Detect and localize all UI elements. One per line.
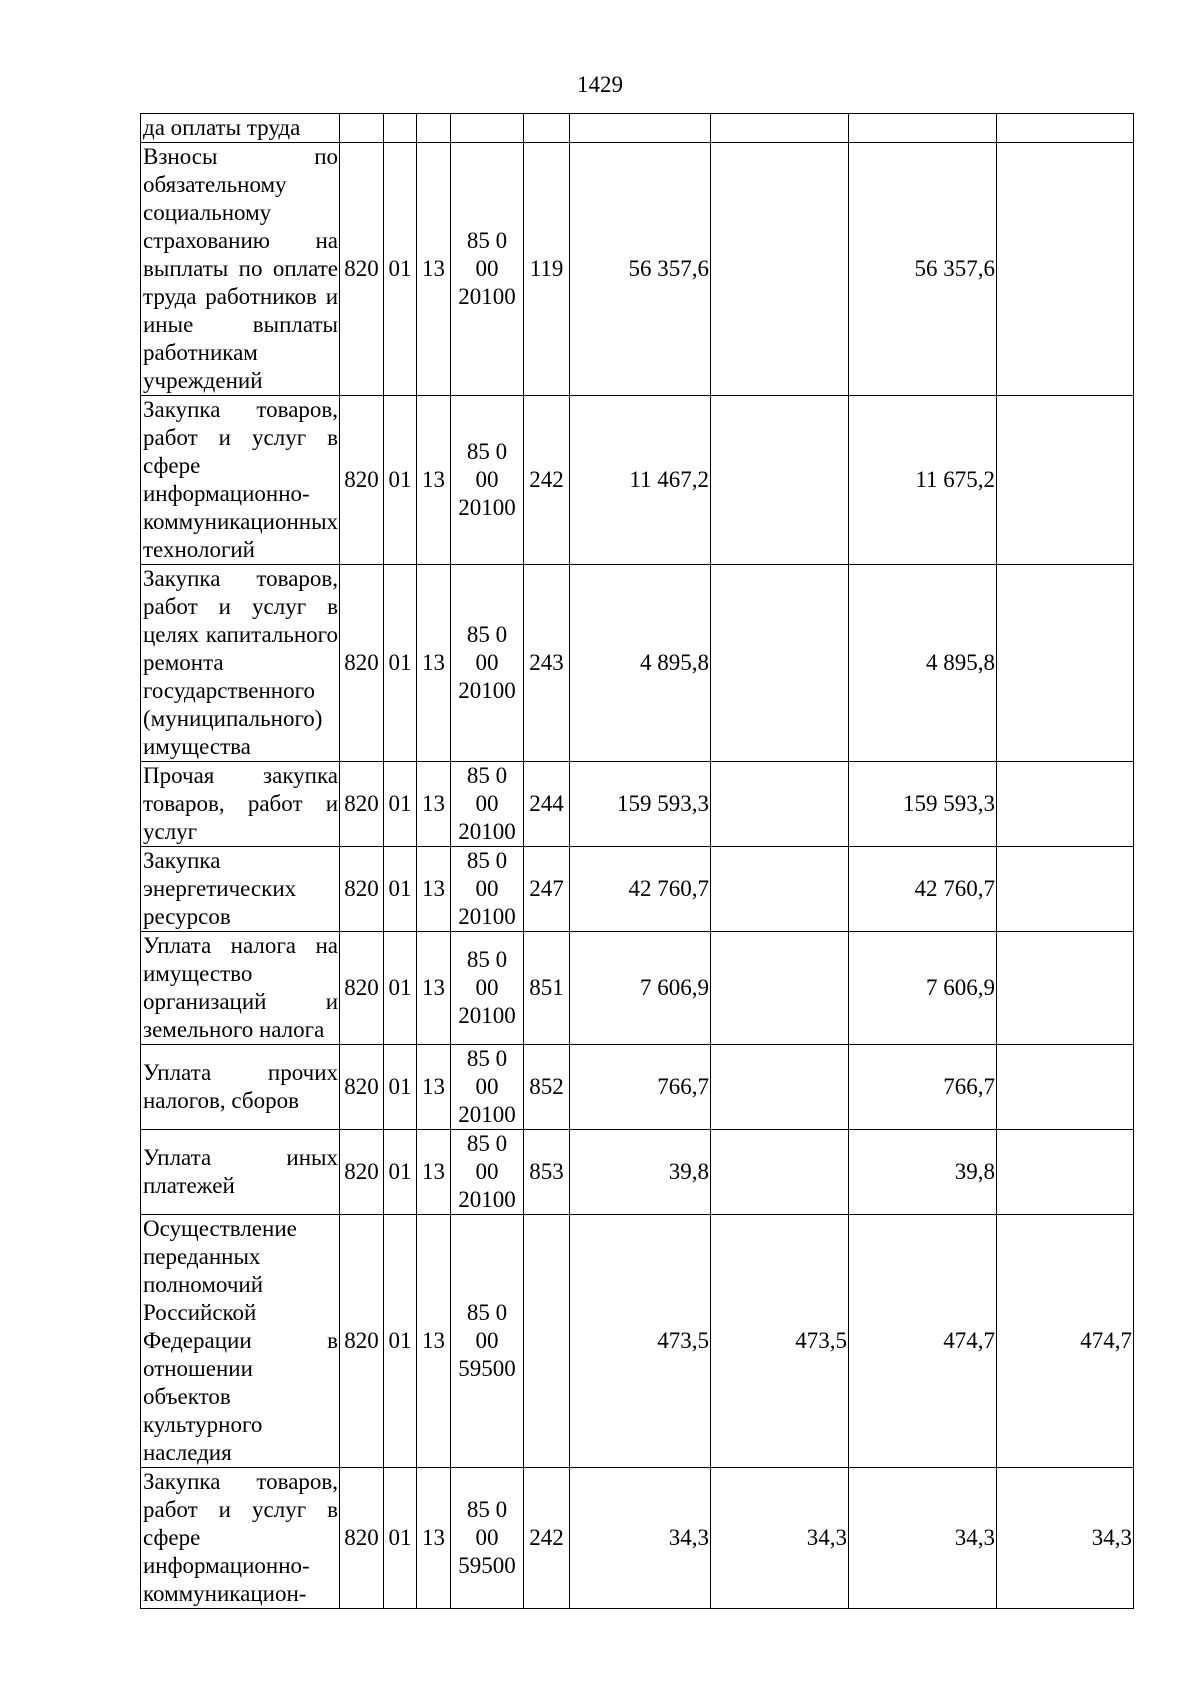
section-code: 01	[384, 932, 417, 1045]
amount-year-2-federal	[997, 932, 1134, 1045]
row-description: Осуществление переданных полномочий Российской Федерации в отношении объектов культурного наследия	[141, 1215, 340, 1468]
target-article-code-part: 00	[475, 975, 499, 1000]
amount-year-2: 11 675,2	[849, 396, 997, 565]
target-article-code-part: 85 0	[466, 848, 508, 873]
amount-year-1-federal	[711, 932, 849, 1045]
subsection-code: 13	[417, 396, 451, 565]
admin-code: 820	[340, 143, 384, 396]
target-article-code-part: 00	[475, 650, 499, 675]
admin-code: 820	[340, 396, 384, 565]
admin-code: 820	[340, 1215, 384, 1468]
amount-year-2: 39,8	[849, 1130, 997, 1215]
expense-type-code: 242	[524, 396, 570, 565]
amount-year-1-federal	[711, 396, 849, 565]
row-description: Уплата иных платежей	[141, 1130, 340, 1215]
target-article-code-part: 20100	[458, 284, 516, 309]
row-description: Закупка товаров, работ и услуг в сфере информационно-коммуникацион-	[141, 1468, 340, 1609]
expense-type-code	[524, 114, 570, 143]
amount-year-2-federal	[997, 847, 1134, 932]
target-article-code-part: 85 0	[466, 763, 508, 788]
amount-year-1-federal	[711, 143, 849, 396]
section-code: 01	[384, 1468, 417, 1609]
amount-year-1: 7 606,9	[570, 932, 711, 1045]
subsection-code: 13	[417, 565, 451, 762]
subsection-code: 13	[417, 1215, 451, 1468]
expense-type-code: 243	[524, 565, 570, 762]
target-article-code-part: 00	[475, 256, 499, 281]
target-article-code	[451, 932, 524, 1045]
row-description: Уплата налога на имущество организаций и земельного налога	[141, 932, 340, 1045]
amount-year-1-federal	[711, 565, 849, 762]
table-row	[141, 847, 1134, 932]
row-description: Закупка товаров, работ и услуг в целях капитального ремонта государственного (муниципального) имущества	[141, 565, 340, 762]
amount-year-2: 7 606,9	[849, 932, 997, 1045]
amount-year-2-federal: 34,3	[997, 1468, 1134, 1609]
target-article-code-part: 85 0	[466, 439, 508, 464]
section-code: 01	[384, 565, 417, 762]
target-article-code	[451, 114, 524, 143]
expense-type-code	[524, 1215, 570, 1468]
section-code: 01	[384, 1045, 417, 1130]
target-article-code-part: 85 0	[466, 228, 508, 253]
budget-table	[140, 113, 1134, 1609]
expense-type-code: 853	[524, 1130, 570, 1215]
amount-year-2-federal: 474,7	[997, 1215, 1134, 1468]
amount-year-2-federal	[997, 143, 1134, 396]
target-article-code-part: 85 0	[466, 947, 508, 972]
table-row	[141, 565, 1134, 762]
table-row	[141, 932, 1134, 1045]
amount-year-2-federal	[997, 762, 1134, 847]
target-article-code-part: 00	[475, 1525, 499, 1550]
amount-year-1-federal	[711, 1130, 849, 1215]
subsection-code: 13	[417, 1045, 451, 1130]
target-article-code-part: 20100	[458, 819, 516, 844]
section-code: 01	[384, 847, 417, 932]
admin-code: 820	[340, 1130, 384, 1215]
table-row	[141, 1045, 1134, 1130]
target-article-code-part: 00	[475, 1159, 499, 1184]
amount-year-2: 56 357,6	[849, 143, 997, 396]
target-article-code-part: 20100	[458, 678, 516, 703]
amount-year-2: 34,3	[849, 1468, 997, 1609]
row-description: Уплата прочих налогов, сборов	[141, 1045, 340, 1130]
amount-year-2	[849, 114, 997, 143]
target-article-code-part: 20100	[458, 1003, 516, 1028]
admin-code: 820	[340, 932, 384, 1045]
target-article-code	[451, 762, 524, 847]
amount-year-2: 766,7	[849, 1045, 997, 1130]
target-article-code-part: 20100	[458, 1102, 516, 1127]
amount-year-1-federal	[711, 114, 849, 143]
table-row	[141, 1215, 1134, 1468]
amount-year-1: 159 593,3	[570, 762, 711, 847]
admin-code: 820	[340, 565, 384, 762]
section-code: 01	[384, 396, 417, 565]
amount-year-1: 4 895,8	[570, 565, 711, 762]
amount-year-1-federal	[711, 762, 849, 847]
target-article-code	[451, 565, 524, 762]
amount-year-2-federal	[997, 1045, 1134, 1130]
target-article-code-part: 20100	[458, 1187, 516, 1212]
row-description: Прочая закупка товаров, работ и услуг	[141, 762, 340, 847]
target-article-code-part: 00	[475, 1074, 499, 1099]
section-code: 01	[384, 1215, 417, 1468]
target-article-code-part: 00	[475, 876, 499, 901]
admin-code: 820	[340, 1045, 384, 1130]
target-article-code-part: 00	[475, 1328, 499, 1353]
expense-type-code: 852	[524, 1045, 570, 1130]
target-article-code-part: 59500	[458, 1356, 516, 1381]
amount-year-1-federal: 473,5	[711, 1215, 849, 1468]
subsection-code: 13	[417, 1130, 451, 1215]
amount-year-2: 159 593,3	[849, 762, 997, 847]
admin-code: 820	[340, 1468, 384, 1609]
amount-year-2-federal	[997, 565, 1134, 762]
amount-year-1: 766,7	[570, 1045, 711, 1130]
table-row	[141, 143, 1134, 396]
target-article-code-part: 85 0	[466, 1046, 508, 1071]
row-description: Взносы по обязательному социальному страхованию на выплаты по оплате труда работников и иные выплаты работникам учреждений	[141, 143, 340, 396]
amount-year-1: 42 760,7	[570, 847, 711, 932]
target-article-code-part: 59500	[458, 1553, 516, 1578]
amount-year-1-federal: 34,3	[711, 1468, 849, 1609]
amount-year-2: 42 760,7	[849, 847, 997, 932]
amount-year-2-federal	[997, 396, 1134, 565]
expense-type-code: 851	[524, 932, 570, 1045]
subsection-code: 13	[417, 143, 451, 396]
target-article-code	[451, 1130, 524, 1215]
target-article-code	[451, 1468, 524, 1609]
amount-year-1: 56 357,6	[570, 143, 711, 396]
target-article-code	[451, 396, 524, 565]
admin-code: 820	[340, 847, 384, 932]
target-article-code-part: 85 0	[466, 1497, 508, 1522]
table-row	[141, 114, 1134, 143]
amount-year-1: 34,3	[570, 1468, 711, 1609]
table-row	[141, 1130, 1134, 1215]
amount-year-1: 11 467,2	[570, 396, 711, 565]
expense-type-code: 119	[524, 143, 570, 396]
amount-year-1-federal	[711, 847, 849, 932]
section-code: 01	[384, 1130, 417, 1215]
row-description: Закупка товаров, работ и услуг в сфере информационно-коммуникационных технологий	[141, 396, 340, 565]
section-code	[384, 114, 417, 143]
amount-year-1-federal	[711, 1045, 849, 1130]
amount-year-2-federal	[997, 1130, 1134, 1215]
table-row	[141, 396, 1134, 565]
target-article-code-part: 85 0	[466, 1300, 508, 1325]
page-number: 1429	[577, 72, 623, 97]
admin-code: 820	[340, 762, 384, 847]
subsection-code: 13	[417, 932, 451, 1045]
subsection-code: 13	[417, 762, 451, 847]
subsection-code: 13	[417, 1468, 451, 1609]
target-article-code-part: 20100	[458, 904, 516, 929]
expense-type-code: 242	[524, 1468, 570, 1609]
target-article-code	[451, 1045, 524, 1130]
expense-type-code: 247	[524, 847, 570, 932]
subsection-code	[417, 114, 451, 143]
amount-year-2: 474,7	[849, 1215, 997, 1468]
subsection-code: 13	[417, 847, 451, 932]
target-article-code	[451, 1215, 524, 1468]
row-description: да оплаты труда	[141, 114, 340, 143]
amount-year-1: 39,8	[570, 1130, 711, 1215]
amount-year-2: 4 895,8	[849, 565, 997, 762]
target-article-code-part: 85 0	[466, 1131, 508, 1156]
amount-year-2-federal	[997, 114, 1134, 143]
amount-year-1	[570, 114, 711, 143]
target-article-code-part: 00	[475, 791, 499, 816]
admin-code	[340, 114, 384, 143]
section-code: 01	[384, 143, 417, 396]
section-code: 01	[384, 762, 417, 847]
target-article-code	[451, 847, 524, 932]
target-article-code-part: 85 0	[466, 622, 508, 647]
table-row	[141, 762, 1134, 847]
row-description: Закупка энергетических ресурсов	[141, 847, 340, 932]
table-row	[141, 1468, 1134, 1609]
target-article-code	[451, 143, 524, 396]
expense-type-code: 244	[524, 762, 570, 847]
target-article-code-part: 20100	[458, 495, 516, 520]
target-article-code-part: 00	[475, 467, 499, 492]
amount-year-1: 473,5	[570, 1215, 711, 1468]
